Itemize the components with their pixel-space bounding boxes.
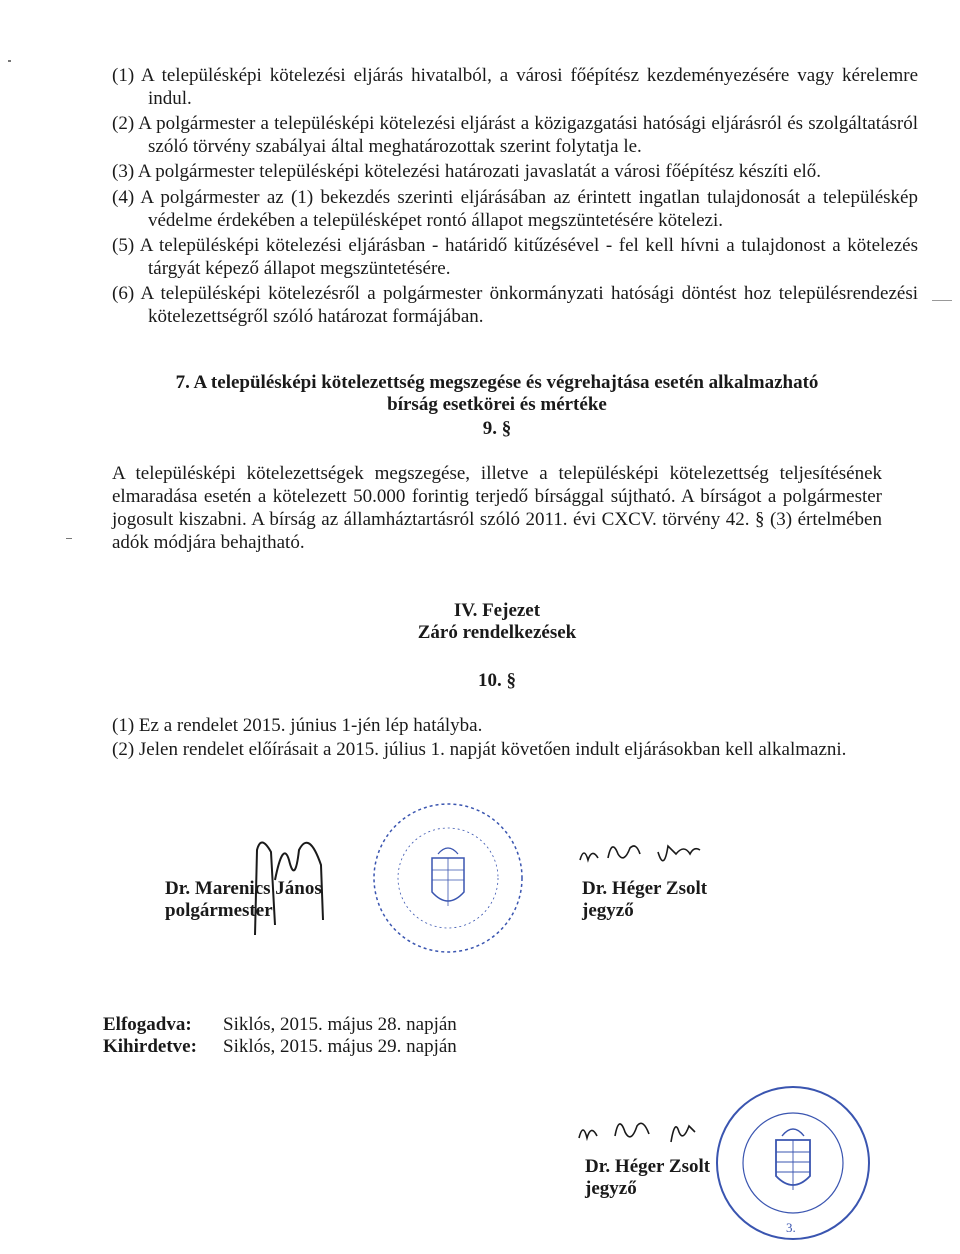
final-item-1: (1) Ez a rendelet 2015. június 1-jén lép hatályba.	[112, 715, 483, 736]
published-value: Siklós, 2015. május 29. napján	[223, 1036, 457, 1057]
notary-signature	[578, 834, 728, 874]
bottom-notary-name: Dr. Héger Zsolt	[585, 1156, 711, 1177]
scan-speck	[932, 300, 952, 301]
bottom-notary-title: jegyző	[585, 1178, 637, 1199]
section-7-title-line1: 7. A településképi kötelezettség megszegése és végrehajtása esetén alkalmazható	[175, 372, 819, 393]
scan-speck	[8, 60, 11, 62]
paragraph-6: (6) A településképi kötelezésről a polgármester önkormányzati hatósági döntést hoz településrendezési kötelezettségről szóló határozat formájában.	[112, 283, 918, 327]
notary-name: Dr. Héger Zsolt	[582, 878, 708, 899]
mayor-name: Dr. Marenics János	[165, 878, 322, 899]
paragraph-1: (1) A településképi kötelezési eljárás hivatalból, a városi főépítész kezdeményezésére vagy kérelemre indul.	[112, 65, 918, 109]
final-item-2: (2) Jelen rendelet előírásait a 2015. július 1. napját követően indult eljárásokban kell alkalmazni.	[112, 739, 847, 760]
paragraph-3: (3) A polgármester településképi kötelezési határozati javaslatát a városi főépítész készíti elő.	[112, 161, 822, 182]
adopted-value: Siklós, 2015. május 28. napján	[223, 1014, 457, 1035]
section-7-title-line2: bírság esetkörei és mértéke	[387, 394, 607, 415]
mayor-title: polgármester	[165, 900, 273, 921]
office-seal-number: 3.	[786, 1220, 796, 1235]
paragraph-4: (4) A polgármester az (1) bekezdés szerinti eljárásában az érintett ingatlan tulajdonosát a településkép védelme érdekében a településképet rontó állapot megszüntetésére kötelezi.	[112, 187, 918, 231]
office-seal-stamp	[712, 1082, 874, 1244]
section-10-mark: 10. §	[478, 670, 516, 691]
notary-title: jegyző	[582, 900, 634, 921]
paragraph-5: (5) A településképi kötelezési eljárásban - határidő kitűzésével - fel kell hívni a tulajdonost a kötelezés tárgyát képező állapot megszüntetésére.	[112, 235, 918, 279]
bottom-signature	[575, 1108, 735, 1154]
published-label: Kihirdetve:	[103, 1036, 197, 1057]
paragraph-2: (2) A polgármester a településképi kötelezési eljárást a közigazgatási hatósági eljárásról és szolgáltatásról szóló törvény szabályai által meghatározottak szerint folytatja le.	[112, 113, 918, 157]
city-seal-stamp	[368, 798, 528, 958]
chapter-heading: IV. Fejezet	[453, 600, 541, 621]
scan-speck	[66, 538, 72, 539]
adopted-label: Elfogadva:	[103, 1014, 192, 1035]
section-9-body: A településképi kötelezettségek megszegése, illetve a településképi kötelezettség teljesítésének elmaradása esetén a kötelezett 50.000 forintig terjedő bírsággal sújtható. A bírságot a polgármester jogosult kiszabni. A bírság az államháztartásról szóló 2011. évi CXCV. törvény 42. § (3) értelmében adók módjára behajtható.	[112, 463, 882, 553]
chapter-title: Záró rendelkezések	[417, 622, 577, 643]
section-9-mark: 9. §	[482, 418, 512, 439]
